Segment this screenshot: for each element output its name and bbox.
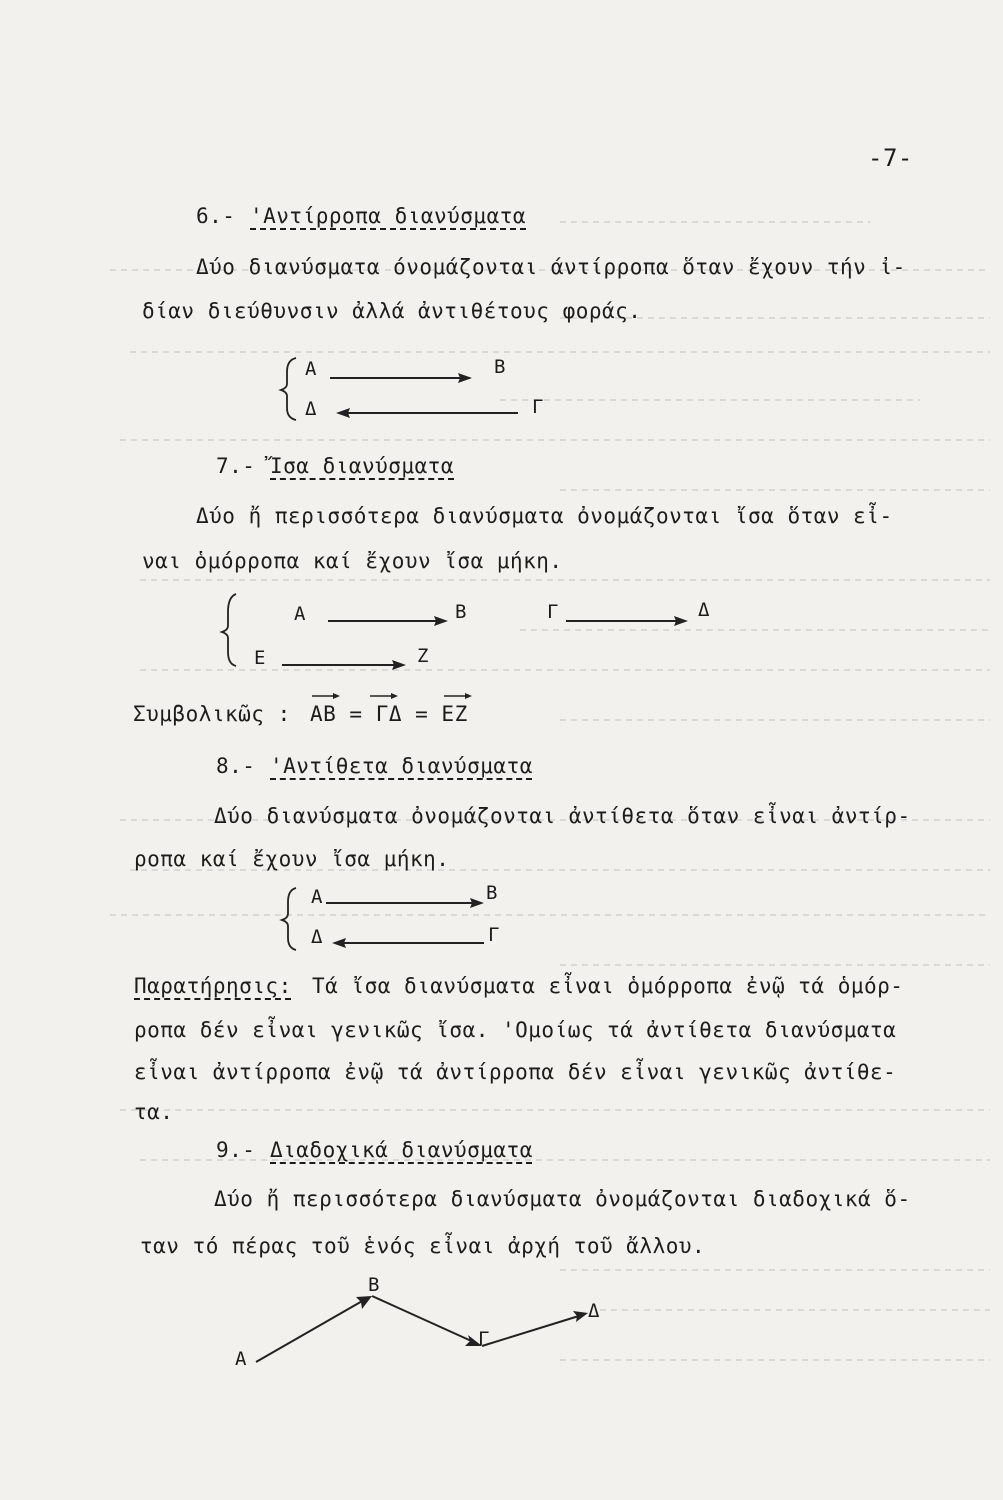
figure-9-label-g: Γ xyxy=(478,1328,490,1350)
figure-7-label-e: E xyxy=(254,647,266,669)
section-8-heading: 'Αντίθετα διανύσματα xyxy=(270,754,533,778)
figure-6-label-g: Γ xyxy=(532,396,544,418)
section-8-line-1: Δύο διανύσματα ὀνομάζονται ἀντίθετα ὅταν εἶναι ἀντίρ- xyxy=(214,804,911,828)
section-6-number: 6.- xyxy=(196,204,236,228)
section-9-line-2: ταν τό πέρας τοῦ ἑνός εἶναι ἀρχή τοῦ ἄλλου. xyxy=(140,1234,706,1258)
section-7-line-1: Δύο ἤ περισσότερα διανύσματα ὀνομάζονται ἴσα ὅταν εἶ- xyxy=(196,504,893,528)
section-6-heading: 'Αντίρροπα διανύσματα xyxy=(250,204,527,228)
section-7-heading: Ἴσα διανύσματα xyxy=(270,454,455,478)
section-7-number: 7.- xyxy=(216,454,256,478)
figure-9-label-b: B xyxy=(368,1274,380,1296)
section-6-line-2: δίαν διεύθυνσιν ἀλλά ἀντιθέτους φοράς. xyxy=(142,299,642,323)
section-8-line-2: ροπα καί ἔχουν ἴσα μήκη. xyxy=(134,847,450,871)
page-number: -7- xyxy=(868,144,913,172)
symbolic-label: Συμβολικῶς : xyxy=(133,702,291,726)
note-line-2: ροπα δέν εἶναι γενικῶς ἴσα. 'Ομοίως τά ἀντίθετα διανύσματα xyxy=(134,1018,897,1042)
figure-6-label-a: A xyxy=(305,358,317,380)
figure-8-label-d: Δ xyxy=(311,926,323,948)
symbolic-expression: AB = ΓΔ = EZ xyxy=(310,702,468,726)
figure-7-label-g: Γ xyxy=(547,601,559,623)
figure-7-label-b: B xyxy=(455,601,467,623)
figure-6-label-b: B xyxy=(494,356,506,378)
figure-8-label-a: A xyxy=(311,886,323,908)
section-9-line-1: Δύο ἤ περισσότερα διανύσματα ὀνομάζονται διαδοχικά ὅ- xyxy=(214,1187,911,1211)
note-label: Παρατήρησις: xyxy=(134,974,292,998)
figure-7-label-a: A xyxy=(294,603,306,625)
section-9-number: 9.- xyxy=(216,1138,256,1162)
vector-bg-line xyxy=(372,1296,478,1344)
section-6-line-1: Δύο διανύσματα όνομάζονται άντίρροπα ὅταν ἔχουν τήν ἰ- xyxy=(196,255,906,279)
figure-8-label-b: B xyxy=(486,882,498,904)
vector-gd-line xyxy=(482,1315,582,1346)
note-line-3: εἶναι ἀντίρροπα ἐνῷ τά ἀντίρροπα δέν εἶναι γενικῶς ἀντίθε- xyxy=(134,1060,897,1084)
figure-9-label-a: A xyxy=(235,1348,247,1370)
note-line-4: τα. xyxy=(134,1100,174,1124)
figure-8-label-g: Γ xyxy=(488,924,500,946)
figure-6-label-d: Δ xyxy=(305,398,317,420)
vector-ab-line xyxy=(256,1300,364,1362)
section-7-line-2: ναι ὁμόρροπα καί ἔχουν ἴσα μήκη. xyxy=(142,549,563,573)
note-line-1: Τά ἴσα διανύσματα εἶναι ὁμόρροπα ἐνῷ τά ὁμόρ- xyxy=(312,974,904,998)
figure-7-label-d: Δ xyxy=(698,599,710,621)
section-9-heading: Διαδοχικά διανύσματα xyxy=(270,1138,533,1162)
figure-9-label-d: Δ xyxy=(588,1300,600,1322)
figure-7-label-z: Z xyxy=(417,645,429,667)
section-8-number: 8.- xyxy=(216,754,256,778)
